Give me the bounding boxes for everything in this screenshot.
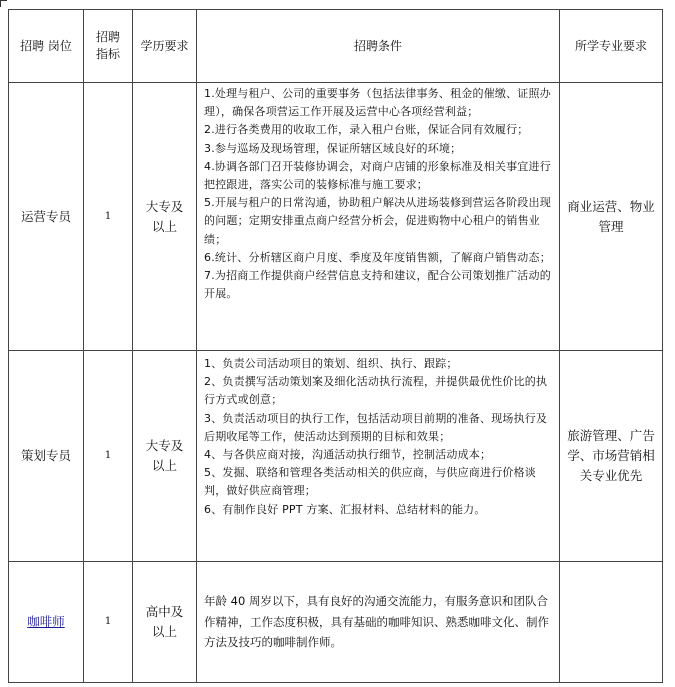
table-row — [9, 562, 663, 683]
major-cell: 旅游管理、广告学、市场营销相关专业优先 — [560, 351, 663, 562]
quota-cell: 1 — [84, 562, 133, 683]
table-row — [9, 351, 663, 562]
conditions-cell — [197, 351, 560, 562]
position-cell[interactable] — [9, 562, 84, 683]
table-row — [9, 83, 663, 351]
education-cell: 大专及以上 — [133, 351, 197, 562]
education-cell: 高中及以上 — [133, 562, 197, 683]
header-position: 招聘 岗位 — [9, 10, 84, 83]
conditions-cell — [197, 83, 560, 351]
header-conditions: 招聘条件 — [197, 10, 560, 83]
corner-marker — [0, 0, 7, 7]
conditions-cell: 年龄 40 周岁以下，具有良好的沟通交流能力，有服务意识和团队合作精神，工作态度积极，具有基础的咖啡知识、熟悉咖啡文化、制作方法及技巧的咖啡制作师。 — [197, 562, 560, 683]
major-cell: 商业运营、物业管理 — [560, 83, 663, 351]
condition-line: 6、有制作良好 PPT 方案、汇报材料、总结材料的能力。 — [204, 502, 486, 516]
major-cell — [560, 562, 663, 683]
header-education: 学历要求 — [133, 10, 197, 83]
education-cell: 大专及以上 — [133, 83, 197, 351]
position-cell: 策划专员 — [9, 351, 84, 562]
condition-line: 4.协调各部门召开装修协调会，对商户店铺的形象标准及相关事宜进行把控跟进，落实公司的装修标准与施工要求； — [204, 159, 551, 192]
recruitment-table — [8, 9, 663, 683]
condition-line: 6.统计、分析辖区商户月度、季度及年度销售额，了解商户销售动态； — [204, 250, 551, 264]
header-major: 所学专业要求 — [560, 10, 663, 83]
condition-line: 7.为招商工作提供商户经营信息支持和建议，配合公司策划推广活动的开展。 — [204, 269, 551, 301]
condition-line: 5.开展与租户的日常沟通，协助租户解决从进场装修到营运各阶段出现的问题；定期安排重点商户经营分析会，促进购物中心租户的销售业绩； — [204, 196, 551, 246]
condition-line: 3.参与巡场及现场管理，保证所辖区域良好的环境； — [204, 141, 462, 155]
quota-cell: 1 — [84, 83, 133, 351]
quota-cell: 1 — [84, 351, 133, 562]
position-cell: 运营专员 — [9, 83, 84, 351]
header-quota: 招聘指标 — [84, 10, 133, 83]
condition-line: 4、与各供应商对接，沟通活动执行细节，控制活动成本； — [204, 448, 492, 462]
header-row — [9, 10, 663, 83]
condition-line: 2、负责撰写活动策划案及细化活动执行流程，并提供最优性价比的执行方式或创意； — [204, 375, 548, 407]
position-link[interactable]: 咖啡师 — [27, 614, 65, 629]
condition-line: 3、负责活动项目的执行工作，包括活动项目前期的准备、现场执行及后期收尾等工作，使活动达到预期的目标和效果； — [204, 411, 548, 443]
condition-line: 1、负责公司活动项目的策划、组织、执行、跟踪； — [204, 357, 458, 370]
condition-line: 2.进行各类费用的收取工作，录入租户台账，保证合同有效履行； — [204, 123, 529, 137]
condition-line: 1.处理与租户、公司的重要事务（包括法律事务、租金的催缴、证照办理），确保各项营运工作开展及运营中心各项经营利益； — [204, 87, 551, 119]
condition-line: 5、发掘、联络和管理各类活动相关的供应商，与供应商进行价格谈判，做好供应商管理； — [204, 466, 536, 498]
